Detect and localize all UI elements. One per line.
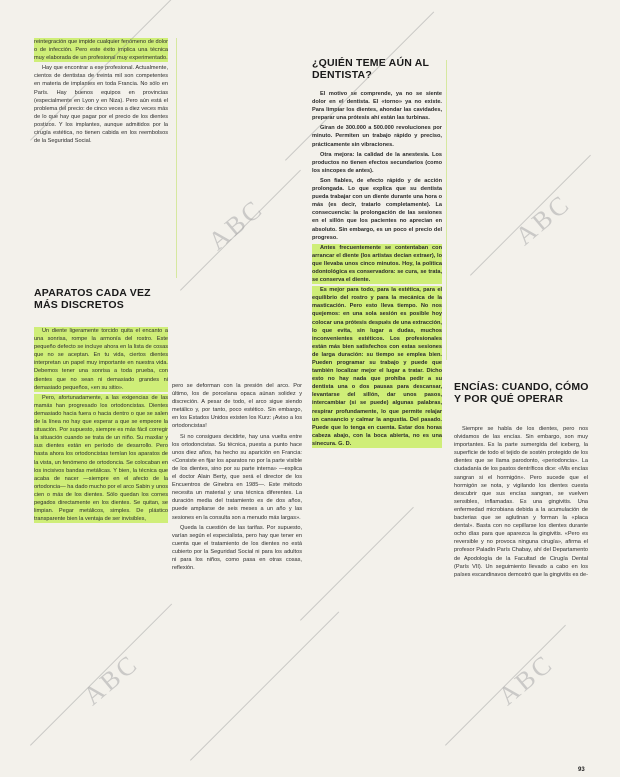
watermark-text: ABC	[77, 648, 145, 711]
paragraph: Pero, afortunadamente, a las exigencias de las mamás han progresado los ortodoncistas. Dientes demasiado hacia fuera o hacia dentro o que se salen de la línea no hay que esperar a que se empeore la situación. Por supuesto, siempre es más fácil corregir la situación cuando se trata de un niño. Su maxilar y sus dientes están en período de desarrollo. Pero hasta ahora los ortodoncistas temían los aparatos de la vista, un fenómeno de ortodoncia. Se colocaban en los incisivos bandas metálicas. Y bien, la técnica que acaba de nacer —siempre en el afecto de la ortodoncia— ha dado mucho por el arco Sabin y unos cien o más de los dientes. Sólo quedan los cornes pegados directamente en los dientes. Se quitan, se limpian. Pegar metálicos, simples. De plástico transparente bien la ventaja de ser invisibles,	[34, 394, 168, 523]
paragraph: Un diente ligeramente torcido quita el encanto a una sonrisa, rompe la armonía del rostro. Este pequeño defecto se incluye ahora en la lista de cosas que no se aceptan. En tu vida, ciertos dientes interpretan un papel muy importante en nuestra vida. Debemos tener una sonrisa a toda prueba, con dientes que no sean ni demasiado grandes ni demasiado pequeños, «en su sitio».	[34, 328, 168, 391]
paragraph: Hay que encontrar a ese profesional. Actualmente, cientos de dentistas de treinta mil son competentes en materia de implantes en toda Francia. No sólo en París. Hay buenos equipos en provincias (especialmente en Lyon y en Niza). Pero aún está el problema del precio: de cinco veces a diez veces más de lo que hay que pagar por el precio de los dientes postizos. Y los implantes, aunque admitidos por la cirugía estética, no tienen cabida en los reembolsos de la Seguridad Social.	[34, 65, 169, 145]
paragraph: Queda la cuestión de las tarifas. Por supuesto, varían según el especialista, pero hay que tener en cuenta que el tratamiento de los dientes no está cubierto por la Seguridad Social ni para los adultos ni para los niños, como pasa en otras cosas, reflexión.	[172, 524, 302, 572]
paragraph: Otra mejora: la calidad de la anestesia. Los productos no tienen efectos secundarios (como los sincopes de antes).	[312, 151, 442, 174]
paragraph: Antes frecuentemente se contentaban con arrancar el diente (los artistas decían extraer), lo que llevaba unos cinco minutos. Hoy, la política odontológica es conservadora: se cura, se trata, se conserva el diente.	[312, 244, 442, 284]
paragraph: El motivo se comprende, ya no se siente dolor en el dentista. El «torno» ya no existe. Para limpiar los dientes, ahondar las cavidades, preparar una prótesis ahí están las turbinas.	[312, 91, 442, 122]
watermark-line	[190, 612, 339, 761]
watermark-line	[445, 625, 566, 746]
watermark-text: ABC	[509, 188, 577, 251]
paragraph: Son fiables, de efecto rápido y de acción prolongada. Lo que explica que su dentista pueda trabajar con un diente durante una hora o más (es decir, tratarlo completamente). La consecuencia: la prolongación de las sesiones en el sillón que los pacientes no aprecian en absoluto. Sin embargo, es un poco el precio del progreso.	[312, 177, 442, 241]
column-separator	[176, 38, 177, 278]
heading-encias: ENCÍAS: CUANDO, CÓMO Y POR QUÉ OPERAR	[454, 381, 589, 405]
watermark-text: ABC	[202, 193, 270, 256]
column-left-body	[34, 327, 168, 525]
paragraph: pero se deforman con la presión del arco. Por último, los de porcelana opaca aúnan solidez y discreción. A pesar de todo, el arco sigue siendo metálico y, por tanto, poco estético. Sin embargo, en los Estados Unidos existen los Kurz: ¡Aviso a los ortodoncistas!	[172, 383, 302, 430]
column-separator	[446, 60, 447, 360]
watermark-line	[180, 170, 301, 291]
watermark-line	[300, 507, 414, 621]
paragraph: Es mejor para todo, para la estética, para el equilibrio del rostro y para la mecánica de la masticación. Pero esto lleva tiempo. No nos quejemos: en una sola sesión es posible hoy colocar una prótesis después de una extracción, lo que evita, sin lugar a dudas, muchos inconvenientes estéticos. Los profesionales están más bien satisfechos con estas sesiones de larga duración: su tiempo se emplea bien. Pueden programar su trabajo y puede que también localizar mejor el lugar a tratar. Dicho esto no hay nada que prohíba pedir a su dentista una o dos pausas para descansar, levantarse del sillón, dar unos pasos, intercambiar (si se puede) algunas palabras, respirar profundamente, lo que permite relajar un cansancio y calmar la angustia. Del pasado. Puede que lo tenga en cuenta. Estar dos horas cabeza abajo, con la boca abierta, no es una sinecura. G. D.	[312, 287, 442, 447]
watermark-line	[30, 604, 172, 746]
paragraph: Siempre se habla de los dientes, pero nos olvidamos de las encías. Sin embargo, son muy importantes. Es la parte sumergida del iceberg, la superficie de todo el tejido de sostén protegido de los dientes que se llama parodonto, «periodoncia». La ciudadanía de los pastos dentríficos dice: «Mis encías sangran si el hormigón». Pero sucede que el hormigón se nota, y vigilando los dientes cuesta descubrir que sus encías sangran, se vuelven sensibles, inflamadas. Es una gingivitis. Una enfermedad microbiana debida a la acumulación de bacterias que se aglutinan y forman la «placa dental». Basta con no cepillarse los dientes durante ocho días para que aparezca la gingivitis. «Pero es reversible y no provoca ninguna cirugía», afirma el profesor Paladín París Chabay, ahí del Departamento de Apodología de la Facultad de Cirugía Dental (París VII). Un seguimiento llevado a cabo en los países escandinavos demostró que la gingivitis es de-	[454, 426, 589, 578]
column-right	[454, 425, 588, 581]
column-center-right	[312, 90, 442, 450]
watermark-line	[470, 155, 591, 276]
column-left-intro	[34, 38, 168, 147]
paragraph: Giran de 300.000 a 500.000 revoluciones por minuto. Permiten un trabajo rápido y preciso, prácticamente sin vibraciones.	[312, 125, 442, 148]
paragraph: Si no consigues decidirte, hay una vuelta entre los ortodoncistas. Su técnica, puesta a punto hace unos diez años, ha hecho su aparición en Francia: «Consiste en fijar los aparatos no por la parte visible de los dientes, sino por su parte interna» —explica el doctor Alain Berty, que será el director de los Encuentros de Ginebra en 1985—. Este método necesita un material y una técnica diferentes. La duración media del tratamiento es de dos años, puede ampliarse de seis meses a un año y las sesiones en la consulta son a menudo más largas».	[172, 433, 302, 521]
column-center-left	[172, 382, 302, 574]
heading-dentista: ¿QUIÉN TEME AÚN AL DENTISTA?	[312, 57, 429, 81]
paragraph: reintegración que impide cualquier fenómeno de dolor o de infección. Pero este éxito implica una técnica muy elaborada de un profesional muy experimentado.	[34, 39, 168, 62]
heading-aparatos: APARATOS CADA VEZ MÁS DISCRETOS	[34, 287, 151, 311]
watermark-text: ABC	[492, 648, 560, 711]
page-number: 93	[578, 767, 585, 773]
